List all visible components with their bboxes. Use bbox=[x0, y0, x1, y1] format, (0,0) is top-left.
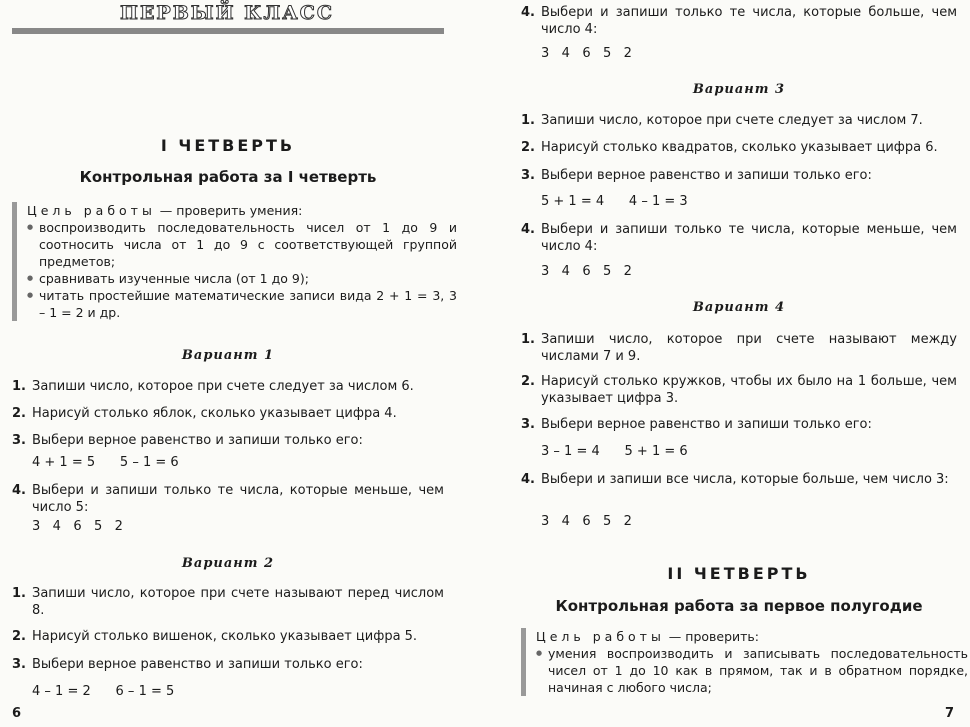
equation-options: 5 + 1 = 4 4 – 1 = 3 bbox=[541, 194, 688, 209]
number-options: 3 4 6 5 2 bbox=[541, 264, 632, 279]
goal-item: ● воспроизводить последовательность чисел от 1 до 9 и соотносить числа от 1 до 9 с соответствующей группой предметов; bbox=[27, 219, 457, 270]
page-number: 7 bbox=[945, 706, 955, 721]
task-4: 4. Выбери и запиши все числа, которые больше, чем число 3: bbox=[521, 472, 949, 487]
work-title: Контрольная работа за I четверть bbox=[79, 168, 377, 186]
task-1: 1. Запиши число, которое при счете называют перед числом 8. bbox=[12, 586, 444, 618]
work-title: Контрольная работа за первое полугодие bbox=[555, 597, 923, 615]
task-4: 4. Выбери и запиши только те числа, которые меньше, чем число 5: bbox=[12, 483, 444, 515]
number-options: 3 4 6 5 2 bbox=[32, 519, 123, 534]
equation-options: 4 + 1 = 5 5 – 1 = 6 bbox=[32, 455, 179, 470]
task-4: 4. Выбери и запиши только те числа, которые больше, чем число 4: bbox=[521, 5, 957, 37]
goal-heading: Цель работы — проверить умения: bbox=[27, 203, 303, 218]
page-number: 6 bbox=[12, 706, 22, 721]
quarter-heading: I ЧЕТВЕРТЬ bbox=[160, 136, 296, 155]
task-2: 2. Нарисуй столько яблок, сколько указывает цифра 4. bbox=[12, 406, 397, 421]
task-2: 2. Нарисуй столько квадратов, сколько указывает цифра 6. bbox=[521, 140, 938, 155]
task-1: 1. Запиши число, которое при счете следует за числом 6. bbox=[12, 379, 414, 394]
task-4: 4. Выбери и запиши только те числа, которые меньше, чем число 4: bbox=[521, 222, 957, 254]
number-options: 3 4 6 5 2 bbox=[541, 46, 632, 61]
header-rule bbox=[12, 28, 444, 34]
task-3: 3. Выбери верное равенство и запиши только его: bbox=[12, 657, 363, 672]
task-3: 3. Выбери верное равенство и запиши только его: bbox=[521, 417, 872, 432]
task-1: 1. Запиши число, которое при счете называют между числами 7 и 9. bbox=[521, 332, 957, 364]
goal-item: ● читать простейшие математические записи вида 2 + 1 = 3, 3 – 1 = 2 и др. bbox=[27, 287, 457, 321]
number-options: 3 4 6 5 2 bbox=[541, 514, 632, 529]
goal-heading: Цель работы — проверить: bbox=[536, 629, 760, 644]
goal-box bbox=[521, 628, 968, 696]
goal-box bbox=[12, 202, 457, 321]
task-2: 2. Нарисуй столько вишенок, сколько указывает цифра 5. bbox=[12, 629, 418, 644]
goal-item: ● умения воспроизводить и записывать последовательность чисел от 1 до 10 как в прямом, так и в обратном порядке, начиная с любого числа; bbox=[536, 645, 968, 696]
left-page bbox=[0, 0, 470, 727]
quarter-heading: II ЧЕТВЕРТЬ bbox=[667, 564, 811, 583]
variant-2-title: Вариант 2 bbox=[181, 556, 275, 571]
chapter-title: ПЕРВЫЙ КЛАСС bbox=[120, 2, 334, 24]
right-page bbox=[505, 0, 968, 727]
task-1: 1. Запиши число, которое при счете следует за числом 7. bbox=[521, 113, 923, 128]
goal-item: ● сравнивать изученные числа (от 1 до 9); bbox=[27, 270, 457, 287]
variant-3-title: Вариант 3 bbox=[692, 82, 786, 97]
task-3: 3. Выбери верное равенство и запиши только его: bbox=[12, 433, 363, 448]
equation-options: 3 – 1 = 4 5 + 1 = 6 bbox=[541, 444, 688, 459]
variant-1-title: Вариант 1 bbox=[181, 348, 275, 363]
equation-options: 4 – 1 = 2 6 – 1 = 5 bbox=[32, 684, 175, 699]
task-3: 3. Выбери верное равенство и запиши только его: bbox=[521, 168, 872, 183]
variant-4-title: Вариант 4 bbox=[692, 300, 786, 315]
task-2: 2. Нарисуй столько кружков, чтобы их было на 1 больше, чем указывает цифра 3. bbox=[521, 374, 957, 406]
